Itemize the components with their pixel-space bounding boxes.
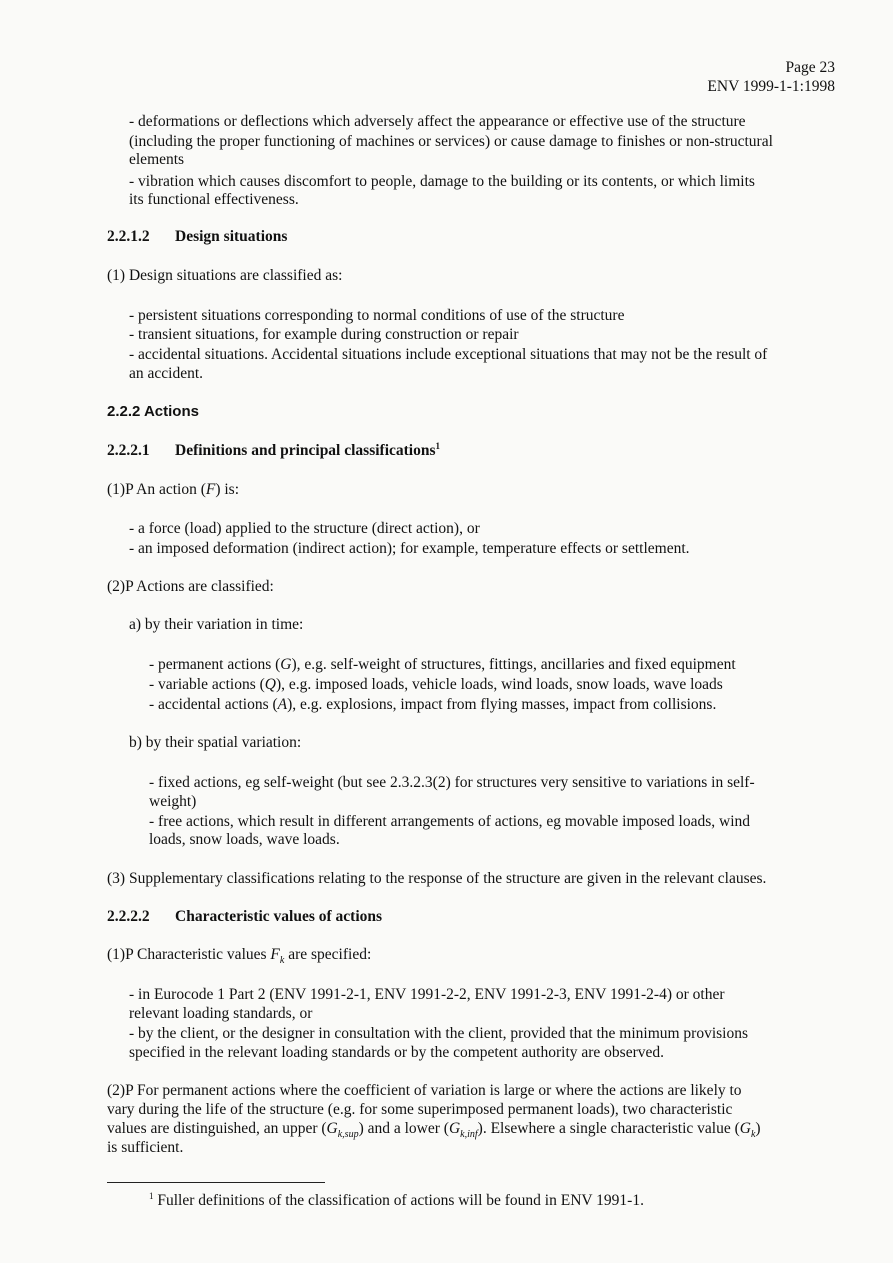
- list-item: an accident.: [129, 365, 204, 382]
- list-item: - permanent actions (G), e.g. self-weight of structures, fittings, ancillaries and fixed equipment: [149, 656, 736, 673]
- document-code: ENV 1999-1-1:1998: [707, 78, 835, 95]
- list-item: - transient situations, for example during construction or repair: [129, 326, 519, 343]
- list-item: relevant loading standards, or: [129, 1005, 313, 1022]
- sub-paragraph-b: b) by their spatial variation:: [129, 734, 302, 751]
- list-item: - in Eurocode 1 Part 2 (ENV 1991-2-1, ENV 1991-2-2, ENV 1991-2-3, ENV 1991-2-4) or other: [129, 986, 725, 1003]
- list-item: - persistent situations corresponding to normal conditions of use of the structure: [129, 307, 625, 324]
- intro-line: elements: [129, 151, 185, 168]
- paragraph: (1)P An action (F) is:: [107, 481, 240, 498]
- list-item: - variable actions (Q), e.g. imposed loads, vehicle loads, wind loads, snow loads, wave loads: [149, 676, 723, 693]
- intro-line: (including the proper functioning of machines or services) or cause damage to finishes or non-structural: [129, 133, 773, 150]
- paragraph: (1) Design situations are classified as:: [107, 267, 343, 284]
- footnote-divider: [107, 1182, 325, 1183]
- running-header: [707, 58, 835, 96]
- paragraph-line: is sufficient.: [107, 1139, 184, 1156]
- list-item: - free actions, which result in different arrangements of actions, eg movable imposed loads, wind: [149, 813, 751, 830]
- paragraph: (3) Supplementary classifications relating to the response of the structure are given in the relevant clauses.: [107, 870, 767, 887]
- list-item: - accidental actions (A), e.g. explosions, impact from flying masses, impact from collisions.: [149, 696, 717, 713]
- list-item: weight): [149, 793, 197, 810]
- list-item: - an imposed deformation (indirect action); for example, temperature effects or settlement.: [129, 540, 690, 557]
- paragraph: (1)P Characteristic values $F_k$ are specified:: [107, 946, 372, 967]
- paragraph-line: (2)P For permanent actions where the coefficient of variation is large or where the actions are likely to: [107, 1082, 742, 1099]
- footnote-mark: 1: [149, 1190, 154, 1201]
- section-heading-2221: 2.2.2.1 Definitions and principal classifications$^1$: [107, 440, 441, 459]
- paragraph-line: vary during the life of the structure (e.g. for some superimposed permanent loads), two characteristic: [107, 1101, 733, 1118]
- paragraph-line: values are distinguished, an upper $(G_{k,sup})$ and a lower $(G_{k,inf})$. Elsewhere a single characteristic value $(G_k)$: [107, 1120, 761, 1141]
- intro-line: - vibration which causes discomfort to people, damage to the building or its contents, or which limits: [129, 173, 755, 190]
- footnote: $^1$ Fuller definitions of the classification of actions will be found in ENV 1991-1.: [149, 1190, 644, 1209]
- intro-line: its functional effectiveness.: [129, 191, 299, 208]
- paragraph: (2)P Actions are classified:: [107, 578, 274, 595]
- list-item: loads, snow loads, wave loads.: [149, 831, 340, 848]
- list-item: - a force (load) applied to the structure (direct action), or: [129, 520, 480, 537]
- section-heading-222: 2.2.2 Actions: [107, 403, 199, 420]
- list-item: - by the client, or the designer in consultation with the client, provided that the minimum provisions: [129, 1025, 749, 1042]
- list-item: specified in the relevant loading standards or by the competent authority are observed.: [129, 1044, 664, 1061]
- footnote-ref: 1: [435, 440, 441, 451]
- page-number: Page 23: [785, 59, 835, 76]
- sub-paragraph-a: a) by their variation in time:: [129, 616, 304, 633]
- section-heading-2222: 2.2.2.2 Characteristic values of actions: [107, 908, 383, 925]
- section-heading-2212: 2.2.1.2 Design situations: [107, 228, 288, 245]
- intro-line: - deformations or deflections which adversely affect the appearance or effective use of the structure: [129, 113, 746, 130]
- list-item: - accidental situations. Accidental situations include exceptional situations that may not be the result of: [129, 346, 768, 363]
- list-item: - fixed actions, eg self-weight (but see 2.3.2.3(2) for structures very sensitive to variations in self-: [149, 774, 755, 791]
